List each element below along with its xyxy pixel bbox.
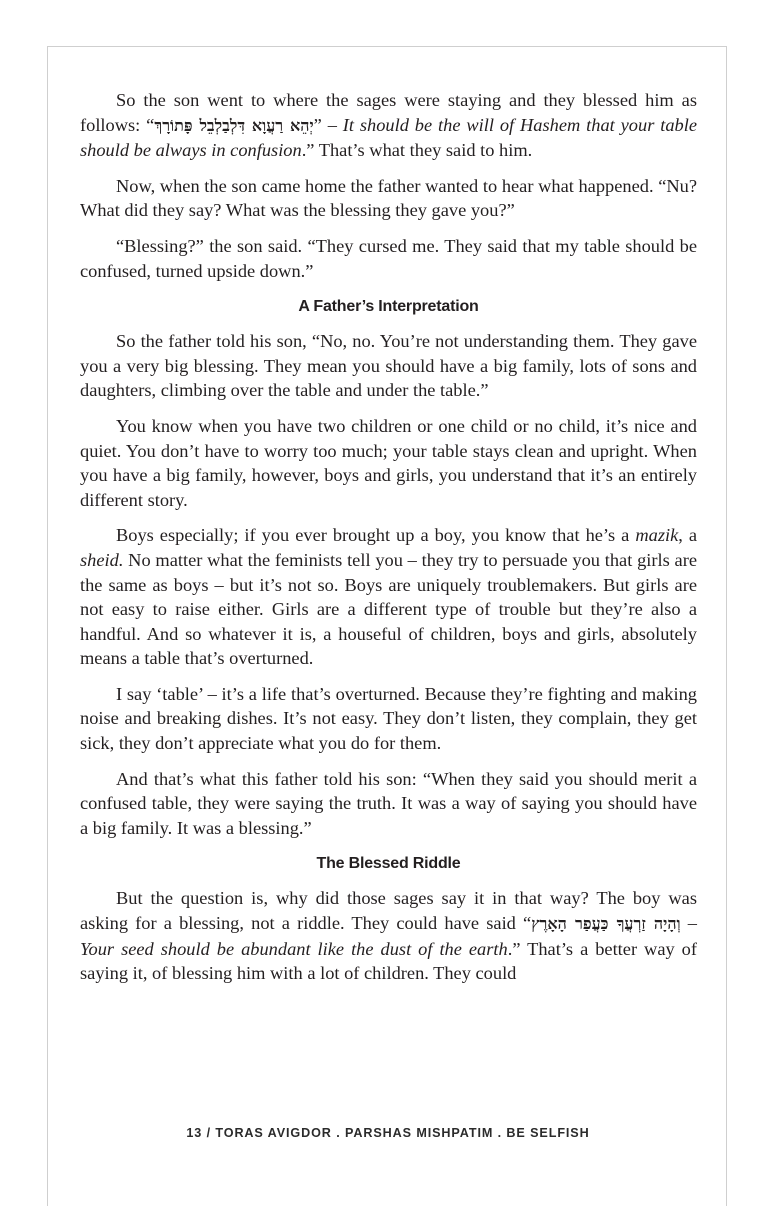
text-run: I say ‘table’ – it’s a life that’s overturned. Because they’re fighting and making noise and breaking dishes. It’s not easy. They don’t listen, they complain, they get sick, they don’t appreciate what you do for them. — [80, 683, 697, 754]
text-run: You know when you have two children or one child or no child, it’s nice and quiet. You don’t have to worry too much; your table stays clean and upright. When you have a big family, however, boys and girls, you understand that it’s an entirely different story. — [80, 415, 697, 510]
text-run: Now, when the son came home the father wanted to hear what happened. “Nu? What did they say? What was the blessing they gave you?” — [80, 175, 697, 221]
text-run: And that’s what this father told his son: “When they said you should merit a confused table, they were saying the truth. It was a way of saying you should have a big family. It was a blessing.” — [80, 768, 697, 838]
text-run: So the father told his son, “No, no. You’re not understanding them. They gave you a very big blessing. They mean you should have a big family, lots of sons and daughters, climbing over the table and under the table.” — [80, 331, 697, 401]
text-run: .” That’s a better way of saying it, of blessing him with a lot of children. They could — [80, 938, 697, 984]
body-paragraph — [80, 682, 697, 756]
text-run: – — [680, 913, 697, 934]
text-run: ” – — [313, 114, 343, 135]
section-heading: A Father’s Interpretation — [298, 298, 479, 316]
italic-text: Your seed should be abundant like the dust of the earth — [80, 938, 508, 959]
italic-text: mazik — [635, 525, 679, 546]
body-paragraph — [80, 414, 697, 512]
body-paragraph — [80, 523, 697, 671]
page-footer: 13 / TORAS AVIGDOR . PARSHAS MISHPATIM . BE SELFISH — [186, 1126, 590, 1140]
section-heading: The Blessed Riddle — [316, 855, 461, 873]
text-run: , a — [678, 525, 697, 546]
text-run: .” That’s what they said to him. — [301, 140, 533, 161]
italic-text: sheid. — [80, 549, 124, 570]
body-paragraph — [80, 886, 697, 985]
text-run: But the question is, why did those sages say it in that way? The boy was asking for a blessing, not a riddle. They could have said “ — [80, 888, 697, 934]
hebrew-quote: יְהֵא רַעֲוָא דִּלְבַלְבֵל פָּתוֹרָךְ — [154, 115, 314, 135]
text-run: Boys especially; if you ever brought up a boy, you know that he’s a — [116, 525, 636, 546]
italic-text: It should be the will of Hashem that your table should be always in confusion — [80, 114, 697, 161]
page-body — [80, 88, 697, 997]
text-run: No matter what the feminists tell you – they try to persuade you that girls are the same as boys – but it’s not so. Boys are uniquely troublemakers. But girls are not easy to raise either. Girls are a different type of trouble but they’re also a handful. And so whatever it is, a houseful of children, boys and girls, absolutely means a table that’s overturned. — [80, 549, 697, 669]
text-run: So the son went to where the sages were staying and they blessed him as follows: “ — [80, 90, 697, 135]
body-paragraph — [80, 329, 697, 403]
text-run: “Blessing?” the son said. “They cursed me. They said that my table should be confused, turned upside down.” — [80, 235, 697, 281]
hebrew-quote: וְהָיָה זַרְעֲךָ כַּעֲפַר הָאָרֶץ — [531, 914, 681, 934]
body-paragraph — [80, 88, 697, 163]
body-paragraph — [80, 234, 697, 283]
body-paragraph — [80, 174, 697, 223]
body-paragraph — [80, 767, 697, 841]
